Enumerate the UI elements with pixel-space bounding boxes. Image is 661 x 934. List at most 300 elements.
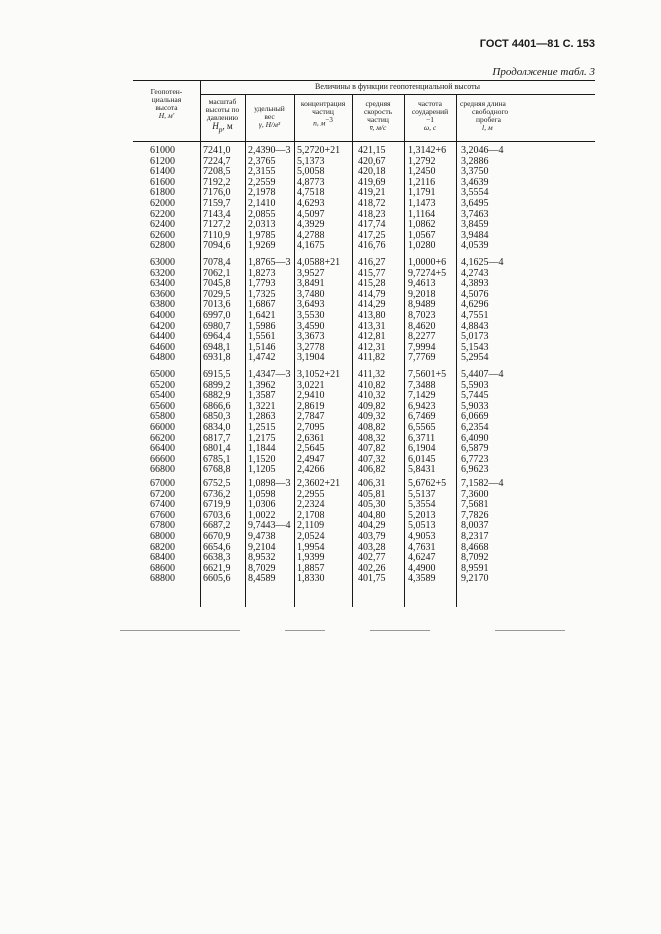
scale-height-cell: 7078,4 bbox=[203, 257, 231, 268]
collision-frequency-cell: 5,0513 bbox=[408, 520, 436, 532]
collision-frequency-column-header: частота соударений −1 ω, с bbox=[411, 99, 449, 132]
specific-weight-cell: 1,5986 bbox=[248, 320, 276, 332]
collision-frequency-cell: 4,6247 bbox=[408, 552, 436, 564]
concentration-cell: 4,0588+21 bbox=[297, 257, 341, 268]
scale-height-cell: 6621,9 bbox=[203, 562, 231, 574]
scale-height-cell: 7208,5 bbox=[203, 166, 231, 178]
specific-weight-cell: 1,2515 bbox=[248, 422, 276, 433]
height-column-header: Геопотен- циальная высота H, м' bbox=[150, 87, 183, 120]
height-cell: 67000 bbox=[150, 478, 175, 489]
mean-free-path-cell: 5,4407—4 bbox=[461, 369, 504, 380]
collision-frequency-cell: 1,0000+6 bbox=[408, 257, 447, 268]
collision-frequency-cell: 6,7469 bbox=[408, 411, 436, 423]
scale-height-cell: 6768,8 bbox=[203, 464, 231, 476]
mean-speed-cell: 403,79 bbox=[358, 531, 386, 542]
mean-free-path-cell: 8,7092 bbox=[461, 552, 489, 564]
specific-weight-cell: 1,7325 bbox=[248, 288, 276, 300]
mean-speed-cell: 407,82 bbox=[358, 443, 386, 455]
height-cell: 67800 bbox=[150, 520, 175, 532]
height-cell: 65400 bbox=[150, 390, 175, 402]
mean-speed-cell: 406,31 bbox=[358, 478, 386, 489]
group-column-header: Величины в функции геопотенциальной высоты bbox=[315, 82, 480, 91]
footer-rule bbox=[495, 630, 565, 631]
height-cell: 63400 bbox=[150, 278, 175, 290]
mean-speed-cell: 416,27 bbox=[358, 257, 386, 268]
mean-free-path-cell: 4,7551 bbox=[461, 310, 489, 321]
specific-weight-cell: 1,8273 bbox=[248, 267, 276, 279]
scale-height-cell: 6980,7 bbox=[203, 320, 231, 332]
specific-weight-cell: 1,0306 bbox=[248, 499, 276, 511]
height-cell: 62600 bbox=[150, 229, 175, 241]
concentration-cell: 2,3602+21 bbox=[297, 478, 341, 489]
scale-height-cell: 6866,6 bbox=[203, 400, 231, 412]
height-cell: 64000 bbox=[150, 310, 175, 321]
concentration-cell: 3,6493 bbox=[297, 299, 325, 311]
mean-speed-cell: 419,69 bbox=[358, 176, 386, 188]
specific-weight-cell: 2,4390—3 bbox=[248, 145, 291, 156]
mean-free-path-cell: 5,2954 bbox=[461, 352, 489, 364]
mean-free-path-cell: 7,5681 bbox=[461, 499, 489, 511]
mean-speed-cell: 412,81 bbox=[358, 331, 386, 343]
mean-speed-cell: 414,79 bbox=[358, 288, 386, 300]
collision-frequency-cell: 4,9053 bbox=[408, 531, 436, 542]
height-cell: 61400 bbox=[150, 166, 175, 178]
height-cell: 65000 bbox=[150, 369, 175, 380]
mean-free-path-cell: 4,3893 bbox=[461, 278, 489, 290]
collision-frequency-cell: 8,4620 bbox=[408, 320, 436, 332]
scale-height-cell: 7176,0 bbox=[203, 187, 231, 199]
collision-frequency-cell: 8,7023 bbox=[408, 310, 436, 321]
mean-speed-cell: 405,30 bbox=[358, 499, 386, 511]
concentration-cell: 5,2720+21 bbox=[297, 145, 341, 156]
specific-weight-cell: 1,4347—3 bbox=[248, 369, 291, 380]
specific-weight-cell: 1,1520 bbox=[248, 453, 276, 465]
concentration-cell: 2,8619 bbox=[297, 400, 325, 412]
concentration-cell: 4,7518 bbox=[297, 187, 325, 199]
concentration-cell: 1,9954 bbox=[297, 541, 325, 553]
mean-speed-cell: 411,32 bbox=[358, 369, 386, 380]
collision-frequency-cell: 1,2792 bbox=[408, 155, 436, 167]
height-cell: 66400 bbox=[150, 443, 175, 455]
concentration-cell: 4,2788 bbox=[297, 229, 325, 241]
scale-height-cell: 6670,9 bbox=[203, 531, 231, 542]
scale-height-cell: 6882,9 bbox=[203, 390, 231, 402]
scale-height-cell: 6654,6 bbox=[203, 541, 231, 553]
concentration-cell: 2,1109 bbox=[297, 520, 325, 532]
mean-speed-cell: 412,31 bbox=[358, 341, 386, 353]
concentration-cell: 2,0524 bbox=[297, 531, 325, 542]
concentration-cell: 3,3673 bbox=[297, 331, 325, 343]
concentration-cell: 3,4590 bbox=[297, 320, 325, 332]
mean-free-path-cell: 5,1543 bbox=[461, 341, 489, 353]
specific-weight-cell: 1,9785 bbox=[248, 229, 276, 241]
height-cell: 67400 bbox=[150, 499, 175, 511]
specific-weight-cell: 9,2104 bbox=[248, 541, 276, 553]
specific-weight-cell: 1,0598 bbox=[248, 488, 276, 500]
concentration-cell: 4,6293 bbox=[297, 198, 325, 209]
concentration-cell: 2,2324 bbox=[297, 499, 325, 511]
scale-height-column-header: масштаб высоты по давлению $H_p$, м bbox=[205, 97, 240, 134]
collision-frequency-cell: 4,3589 bbox=[408, 573, 436, 585]
specific-weight-cell: 2,0313 bbox=[248, 219, 276, 231]
collision-frequency-cell: 7,1429 bbox=[408, 390, 436, 402]
concentration-cell: 4,5097 bbox=[297, 208, 325, 220]
collision-frequency-cell: 1,0567 bbox=[408, 229, 436, 241]
page-title: ГОСТ 4401—81 С. 153 bbox=[479, 38, 595, 50]
concentration-cell: 3,0221 bbox=[297, 379, 325, 391]
collision-frequency-cell: 9,7274+5 bbox=[408, 267, 447, 279]
mean-speed-cell: 415,77 bbox=[358, 267, 386, 279]
mean-speed-cell: 413,31 bbox=[358, 320, 386, 332]
scale-height-cell: 6948,1 bbox=[203, 341, 231, 353]
scale-height-cell: 7127,2 bbox=[203, 219, 231, 231]
concentration-cell: 2,2955 bbox=[297, 488, 325, 500]
collision-frequency-cell: 6,9423 bbox=[408, 400, 436, 412]
specific-weight-cell: 1,9269 bbox=[248, 240, 276, 252]
height-cell: 62400 bbox=[150, 219, 175, 231]
specific-weight-cell: 2,1410 bbox=[248, 198, 276, 209]
mean-speed-cell: 418,72 bbox=[358, 198, 386, 209]
scale-height-cell: 6752,5 bbox=[203, 478, 231, 489]
scale-height-cell: 7062,1 bbox=[203, 267, 231, 279]
scale-height-cell: 6719,9 bbox=[203, 499, 231, 511]
mean-free-path-cell: 8,9591 bbox=[461, 562, 489, 574]
concentration-cell: 2,4266 bbox=[297, 464, 325, 476]
concentration-cell: 4,1675 bbox=[297, 240, 325, 252]
scale-height-cell: 6931,8 bbox=[203, 352, 231, 364]
mean-free-path-cell: 8,0037 bbox=[461, 520, 489, 532]
mean-speed-cell: 409,32 bbox=[358, 411, 386, 423]
mean-free-path-cell: 8,2317 bbox=[461, 531, 489, 542]
mean-speed-cell: 414,29 bbox=[358, 299, 386, 311]
mean-speed-cell: 409,82 bbox=[358, 400, 386, 412]
height-cell: 64800 bbox=[150, 352, 175, 364]
collision-frequency-cell: 6,0145 bbox=[408, 453, 436, 465]
mean-free-path-cell: 6,0669 bbox=[461, 411, 489, 423]
collision-frequency-cell: 1,1164 bbox=[408, 208, 436, 220]
mean-free-path-cell: 7,1582—4 bbox=[461, 478, 504, 489]
specific-weight-cell: 2,3765 bbox=[248, 155, 276, 167]
collision-frequency-cell: 5,8431 bbox=[408, 464, 436, 476]
specific-weight-cell: 1,3221 bbox=[248, 400, 276, 412]
column-divider bbox=[352, 94, 353, 607]
mean-free-path-cell: 3,6495 bbox=[461, 198, 489, 209]
concentration-cell: 3,5530 bbox=[297, 310, 325, 321]
height-cell: 65600 bbox=[150, 400, 175, 412]
mean-free-path-cell: 5,7445 bbox=[461, 390, 489, 402]
scale-height-cell: 7224,7 bbox=[203, 155, 231, 167]
collision-frequency-cell: 6,5565 bbox=[408, 422, 436, 433]
mean-free-path-cell: 3,2886 bbox=[461, 155, 489, 167]
concentration-column-header: концентрация частиц n, $м^{-3}$ bbox=[300, 99, 346, 128]
concentration-cell: 3,1904 bbox=[297, 352, 325, 364]
specific-weight-cell: 8,7029 bbox=[248, 562, 276, 574]
collision-frequency-cell: 4,7631 bbox=[408, 541, 436, 553]
scale-height-cell: 6785,1 bbox=[203, 453, 231, 465]
collision-frequency-cell: 1,0280 bbox=[408, 240, 436, 252]
mean-speed-cell: 419,21 bbox=[358, 187, 386, 199]
specific-weight-cell: 1,5561 bbox=[248, 331, 276, 343]
mean-speed-cell: 408,32 bbox=[358, 432, 386, 444]
mean-speed-cell: 417,25 bbox=[358, 229, 386, 241]
height-cell: 63200 bbox=[150, 267, 175, 279]
concentration-cell: 1,8857 bbox=[297, 562, 325, 574]
concentration-cell: 2,7095 bbox=[297, 422, 325, 433]
height-cell: 65200 bbox=[150, 379, 175, 391]
scale-height-cell: 7045,8 bbox=[203, 278, 231, 290]
mean-free-path-cell: 3,5554 bbox=[461, 187, 489, 199]
column-divider bbox=[245, 94, 246, 607]
mean-free-path-cell: 4,0539 bbox=[461, 240, 489, 252]
mean-speed-cell: 402,26 bbox=[358, 562, 386, 574]
mean-free-path-cell: 8,4668 bbox=[461, 541, 489, 553]
mean-speed-cell: 411,82 bbox=[358, 352, 386, 364]
height-cell: 61200 bbox=[150, 155, 175, 167]
concentration-cell: 3,1052+21 bbox=[297, 369, 341, 380]
mean-free-path-cell: 5,0173 bbox=[461, 331, 489, 343]
specific-weight-cell: 1,7793 bbox=[248, 278, 276, 290]
collision-frequency-cell: 5,3554 bbox=[408, 499, 436, 511]
concentration-cell: 3,8491 bbox=[297, 278, 325, 290]
concentration-cell: 2,1708 bbox=[297, 509, 325, 521]
footer-rule bbox=[285, 630, 325, 631]
mean-speed-cell: 410,82 bbox=[358, 379, 386, 391]
mean-free-path-cell: 4,5076 bbox=[461, 288, 489, 300]
collision-frequency-cell: 1,3142+6 bbox=[408, 145, 447, 156]
specific-weight-cell: 2,3155 bbox=[248, 166, 276, 178]
height-cell: 64200 bbox=[150, 320, 175, 332]
collision-frequency-cell: 7,5601+5 bbox=[408, 369, 447, 380]
height-cell: 63000 bbox=[150, 257, 175, 268]
specific-weight-cell: 1,4742 bbox=[248, 352, 276, 364]
mean-speed-cell: 413,80 bbox=[358, 310, 386, 321]
collision-frequency-cell: 1,0862 bbox=[408, 219, 436, 231]
mean-speed-cell: 404,80 bbox=[358, 509, 386, 521]
specific-weight-cell: 1,8765—3 bbox=[248, 257, 291, 268]
specific-weight-cell: 1,1844 bbox=[248, 443, 276, 455]
mean-free-path-cell: 6,7723 bbox=[461, 453, 489, 465]
mean-speed-cell: 402,77 bbox=[358, 552, 386, 564]
mean-free-path-cell: 5,9033 bbox=[461, 400, 489, 412]
footer-rule bbox=[120, 630, 240, 631]
mean-speed-cell: 407,32 bbox=[358, 453, 386, 465]
scale-height-cell: 6687,2 bbox=[203, 520, 231, 532]
collision-frequency-cell: 9,2018 bbox=[408, 288, 436, 300]
height-cell: 68400 bbox=[150, 552, 175, 564]
height-cell: 66200 bbox=[150, 432, 175, 444]
specific-weight-cell: 1,3962 bbox=[248, 379, 276, 391]
height-cell: 66600 bbox=[150, 453, 175, 465]
mean-free-path-cell: 7,7826 bbox=[461, 509, 489, 521]
height-cell: 67600 bbox=[150, 509, 175, 521]
scale-height-cell: 6736,2 bbox=[203, 488, 231, 500]
specific-weight-cell: 1,5146 bbox=[248, 341, 276, 353]
scale-height-cell: 6638,3 bbox=[203, 552, 231, 564]
concentration-cell: 2,5645 bbox=[297, 443, 325, 455]
collision-frequency-cell: 5,2013 bbox=[408, 509, 436, 521]
group-header-rule bbox=[200, 94, 595, 95]
mean-free-path-cell: 3,4639 bbox=[461, 176, 489, 188]
mean-speed-cell: 403,28 bbox=[358, 541, 386, 553]
mean-speed-cell: 408,82 bbox=[358, 422, 386, 433]
scale-height-cell: 7159,7 bbox=[203, 198, 231, 209]
scale-height-cell: 6817,7 bbox=[203, 432, 231, 444]
specific-weight-cell: 2,2559 bbox=[248, 176, 276, 188]
mean-free-path-cell: 3,8459 bbox=[461, 219, 489, 231]
collision-frequency-cell: 1,2116 bbox=[408, 176, 436, 188]
collision-frequency-cell: 5,6762+5 bbox=[408, 478, 447, 489]
height-cell: 67200 bbox=[150, 488, 175, 500]
scale-height-cell: 6801,4 bbox=[203, 443, 231, 455]
mean-speed-cell: 420,67 bbox=[358, 155, 386, 167]
collision-frequency-cell: 5,5137 bbox=[408, 488, 436, 500]
specific-weight-cell: 1,3587 bbox=[248, 390, 276, 402]
concentration-cell: 3,9527 bbox=[297, 267, 325, 279]
specific-weight-column-header: удельный вес γ, Н/м³ bbox=[254, 104, 285, 129]
specific-weight-cell: 2,1978 bbox=[248, 187, 276, 199]
height-cell: 62000 bbox=[150, 198, 175, 209]
concentration-cell: 2,4947 bbox=[297, 453, 325, 465]
concentration-cell: 1,8330 bbox=[297, 573, 325, 585]
concentration-cell: 2,7847 bbox=[297, 411, 325, 423]
scale-height-cell: 6703,6 bbox=[203, 509, 231, 521]
mean-speed-cell: 404,29 bbox=[358, 520, 386, 532]
mean-speed-column-header: средняя скорость частиц v̄, м/с bbox=[363, 99, 393, 132]
height-cell: 68600 bbox=[150, 562, 175, 574]
height-cell: 61800 bbox=[150, 187, 175, 199]
footer-rule bbox=[370, 630, 430, 631]
height-cell: 66800 bbox=[150, 464, 175, 476]
specific-weight-cell: 1,6867 bbox=[248, 299, 276, 311]
height-cell: 62200 bbox=[150, 208, 175, 220]
table-top-rule bbox=[133, 80, 595, 81]
scale-height-cell: 7241,0 bbox=[203, 145, 231, 156]
mean-free-path-cell: 4,1625—4 bbox=[461, 257, 504, 268]
height-cell: 65800 bbox=[150, 411, 175, 423]
mean-free-path-cell: 6,2354 bbox=[461, 422, 489, 433]
height-cell: 63800 bbox=[150, 299, 175, 311]
mean-free-path-cell: 9,2170 bbox=[461, 573, 489, 585]
specific-weight-cell: 9,4738 bbox=[248, 531, 276, 542]
column-divider bbox=[294, 94, 295, 607]
collision-frequency-cell: 1,2450 bbox=[408, 166, 436, 178]
concentration-cell: 4,8773 bbox=[297, 176, 325, 188]
collision-frequency-cell: 7,3488 bbox=[408, 379, 436, 391]
mean-speed-cell: 401,75 bbox=[358, 573, 386, 585]
specific-weight-cell: 1,0022 bbox=[248, 509, 276, 521]
concentration-cell: 5,1373 bbox=[297, 155, 325, 167]
collision-frequency-cell: 7,7769 bbox=[408, 352, 436, 364]
mean-speed-cell: 421,15 bbox=[358, 145, 386, 156]
concentration-cell: 3,2778 bbox=[297, 341, 325, 353]
column-divider bbox=[456, 94, 457, 607]
height-cell: 61000 bbox=[150, 145, 175, 156]
specific-weight-cell: 8,4589 bbox=[248, 573, 276, 585]
height-cell: 62800 bbox=[150, 240, 175, 252]
scale-height-cell: 7029,5 bbox=[203, 288, 231, 300]
scale-height-cell: 7094,6 bbox=[203, 240, 231, 252]
collision-frequency-cell: 6,1904 bbox=[408, 443, 436, 455]
mean-free-path-cell: 4,6296 bbox=[461, 299, 489, 311]
mean-free-path-column-header: средняя длина свободного пробега l, м bbox=[460, 99, 509, 132]
mean-free-path-cell: 4,2743 bbox=[461, 267, 489, 279]
height-cell: 63600 bbox=[150, 288, 175, 300]
collision-frequency-cell: 7,9994 bbox=[408, 341, 436, 353]
mean-speed-cell: 420,18 bbox=[358, 166, 386, 178]
column-divider bbox=[404, 94, 405, 607]
mean-free-path-cell: 5,5903 bbox=[461, 379, 489, 391]
mean-speed-cell: 417,74 bbox=[358, 219, 386, 231]
height-cell: 64600 bbox=[150, 341, 175, 353]
collision-frequency-cell: 8,2277 bbox=[408, 331, 436, 343]
specific-weight-cell: 1,0898—3 bbox=[248, 478, 291, 489]
collision-frequency-cell: 8,9489 bbox=[408, 299, 436, 311]
height-cell: 68200 bbox=[150, 541, 175, 553]
scale-height-cell: 6605,6 bbox=[203, 573, 231, 585]
specific-weight-cell: 1,2175 bbox=[248, 432, 276, 444]
specific-weight-cell: 2,0855 bbox=[248, 208, 276, 220]
scale-height-cell: 7110,9 bbox=[203, 229, 231, 241]
height-cell: 68000 bbox=[150, 531, 175, 542]
scale-height-cell: 6915,5 bbox=[203, 369, 231, 380]
mean-speed-cell: 418,23 bbox=[358, 208, 386, 220]
collision-frequency-cell: 1,1473 bbox=[408, 198, 436, 209]
mean-speed-cell: 406,82 bbox=[358, 464, 386, 476]
mean-free-path-cell: 4,8843 bbox=[461, 320, 489, 332]
concentration-cell: 2,9410 bbox=[297, 390, 325, 402]
concentration-cell: 3,7480 bbox=[297, 288, 325, 300]
mean-free-path-cell: 6,5879 bbox=[461, 443, 489, 455]
mean-free-path-cell: 3,3750 bbox=[461, 166, 489, 178]
scale-height-cell: 7192,2 bbox=[203, 176, 231, 188]
header-bottom-rule bbox=[133, 141, 595, 142]
collision-frequency-cell: 6,3711 bbox=[408, 432, 436, 444]
mean-free-path-cell: 3,2046—4 bbox=[461, 145, 504, 156]
scale-height-cell: 6850,3 bbox=[203, 411, 231, 423]
specific-weight-cell: 1,2863 bbox=[248, 411, 276, 423]
scale-height-cell: 6899,2 bbox=[203, 379, 231, 391]
table-continuation-label: Продолжение табл. 3 bbox=[492, 66, 595, 78]
specific-weight-cell: 9,7443—4 bbox=[248, 520, 291, 532]
mean-free-path-cell: 7,3600 bbox=[461, 488, 489, 500]
concentration-cell: 5,0058 bbox=[297, 166, 325, 178]
scale-height-cell: 6964,4 bbox=[203, 331, 231, 343]
scale-height-cell: 6834,0 bbox=[203, 422, 231, 433]
scale-height-cell: 7013,6 bbox=[203, 299, 231, 311]
specific-weight-cell: 1,1205 bbox=[248, 464, 276, 476]
height-cell: 66000 bbox=[150, 422, 175, 433]
collision-frequency-cell: 4,4900 bbox=[408, 562, 436, 574]
height-cell: 68800 bbox=[150, 573, 175, 585]
mean-free-path-cell: 3,7463 bbox=[461, 208, 489, 220]
mean-speed-cell: 415,28 bbox=[358, 278, 386, 290]
mean-speed-cell: 416,76 bbox=[358, 240, 386, 252]
height-cell: 64400 bbox=[150, 331, 175, 343]
scale-height-cell: 7143,4 bbox=[203, 208, 231, 220]
mean-speed-cell: 410,32 bbox=[358, 390, 386, 402]
scale-height-cell: 6997,0 bbox=[203, 310, 231, 321]
concentration-cell: 2,6361 bbox=[297, 432, 325, 444]
collision-frequency-cell: 1,1791 bbox=[408, 187, 436, 199]
mean-speed-cell: 405,81 bbox=[358, 488, 386, 500]
column-divider bbox=[200, 80, 201, 607]
height-cell: 61600 bbox=[150, 176, 175, 188]
mean-free-path-cell: 3,9484 bbox=[461, 229, 489, 241]
concentration-cell: 1,9399 bbox=[297, 552, 325, 564]
specific-weight-cell: 1,6421 bbox=[248, 310, 276, 321]
specific-weight-cell: 8,9532 bbox=[248, 552, 276, 564]
concentration-cell: 4,3929 bbox=[297, 219, 325, 231]
